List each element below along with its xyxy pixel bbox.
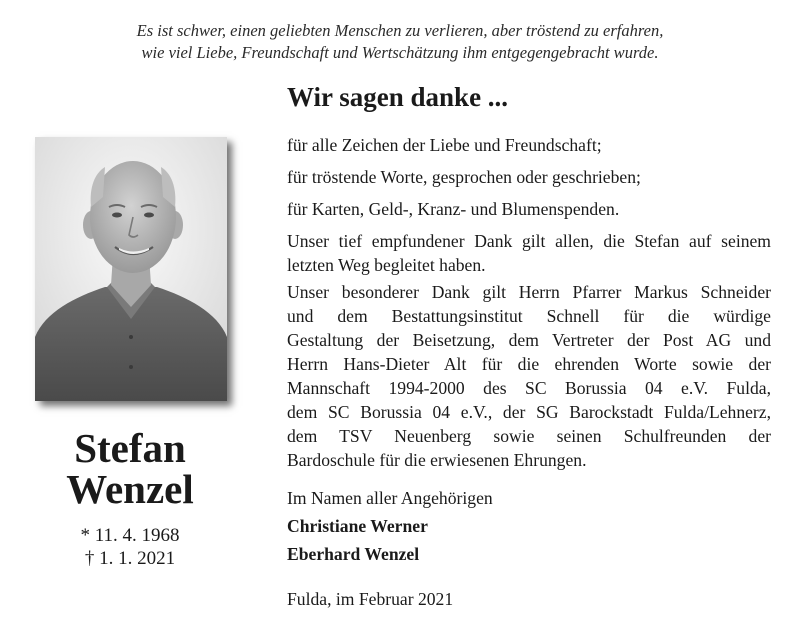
thanks-line-1: für alle Zeichen der Liebe und Freundschaft; [287,135,602,155]
intro-quote [0,20,800,64]
thanks-paragraph-1 [287,229,771,277]
thanks-heading: Wir sagen danke ... [287,82,509,112]
intro-line-1: Es ist schwer, einen geliebten Menschen zu verlieren, aber tröstend zu erfahren, [136,21,664,40]
place-and-date: Fulda, im Februar 2021 [287,589,454,609]
thanks-paragraph-2 [287,280,771,472]
deceased-last-name: Wenzel [66,466,194,512]
paragraph-line: letzten Weg begleitet haben. [287,255,486,275]
paragraph-line: Unser besonderer Dank gilt Herrn Pfarrer Markus Schneider [287,282,771,302]
birth-date: * 11. 4. 1968 [80,525,180,546]
signature-name-2: Eberhard Wenzel [287,544,420,564]
paragraph-line: dem SC Borussia 04 e.V., der SG Barockstadt Fulda/Lehnerz, [287,402,771,422]
signature-intro: Im Namen aller Angehörigen [287,488,493,508]
paragraph-line: und dem Bestattungsinstitut Schnell für die würdige [287,306,771,326]
paragraph-line: Mannschaft 1994-2000 des SC Borussia 04 e.V. Fulda, [287,378,771,398]
paragraph-line: Bardoschule für die erwiesenen Ehrungen. [287,450,587,470]
thanks-line-3: für Karten, Geld-, Kranz- und Blumenspenden. [287,199,620,219]
portrait-photo [35,137,227,401]
intro-line-2: wie viel Liebe, Freundschaft und Wertschätzung ihm entgegengebracht wurde. [141,43,659,62]
death-date: † 1. 1. 2021 [84,548,176,569]
paragraph-line: Herrn Hans-Dieter Alt für die ehrenden Worte sowie der [287,354,771,374]
signature-name-1: Christiane Werner [287,516,428,536]
paragraph-line: Unser tief empfundener Dank gilt allen, die Stefan auf seinem [287,231,771,251]
thanks-line-2: für tröstende Worte, gesprochen oder geschrieben; [287,167,641,187]
paragraph-line: Gestaltung der Beisetzung, dem Vertreter der Post AG und [287,330,771,350]
paragraph-line: dem TSV Neuenberg sowie seinen Schulfreunden der [287,426,771,446]
deceased-first-name: Stefan [74,425,186,471]
